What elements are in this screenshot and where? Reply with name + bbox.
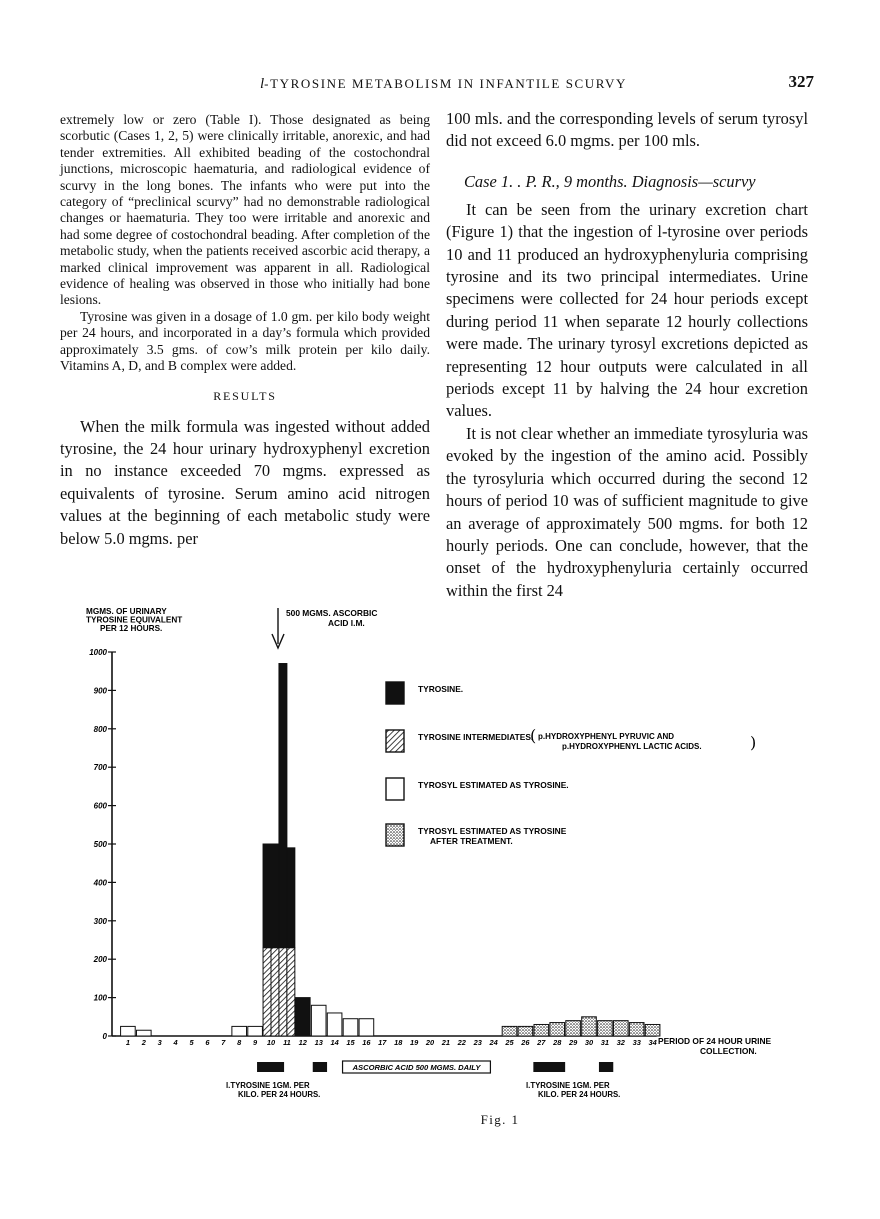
x-tick-label: 30 <box>584 1038 594 1047</box>
bar-segment-tyrosyl-after-treatment <box>550 1023 565 1036</box>
bar-segment-intermediates <box>287 948 295 1036</box>
right-para-1: 100 mls. and the corresponding levels of serum tyrosyl did not exceed 6.0 mgms. per 100 mls. <box>446 109 808 151</box>
y-tick-label: 400 <box>93 878 107 888</box>
left-column <box>60 112 430 550</box>
x-tick-label: 15 <box>346 1038 355 1047</box>
right-para-2: It can be seen from the urinary excretion chart (Figure 1) that the ingestion of l-tyrosine over periods 10 and 11 produced an hydroxyphenyluria comprising tyrosine and its two principal intermediates. Urine specimens were collected for 24 hour periods except during period 11 when separate 12 hourly collections were made. The urinary tyrosyl excretions depicted as representing 12 hour outputs were calculated in all periods except 11 by halving the 24 hour excretion values. <box>446 199 808 421</box>
y-axis-label-line: PER 12 HOURS. <box>100 624 163 633</box>
x-tick-label: 23 <box>473 1038 482 1047</box>
legend-label: AFTER TREATMENT. <box>430 836 513 846</box>
left-para-3: When the milk formula was ingested without added tyrosine, the 24 hour urinary hydroxyphenyl excretion in no instance exceeded 70 mgms. expressed as equivalents of tyrosine. Serum amino acid nitrogen values at the beginning of each metabolic study were below 5.0 mgms. per <box>60 416 430 548</box>
x-tick-label: 2 <box>141 1038 146 1047</box>
tyrosine-period-marker <box>257 1062 284 1072</box>
x-tick-label: 5 <box>189 1038 194 1047</box>
arrow-label-line: 500 MGMS. ASCORBIC <box>286 608 378 618</box>
bar-segment-tyrosyl-after-treatment <box>645 1024 660 1036</box>
legend-swatch-hatch <box>386 730 404 752</box>
bar-segment-tyrosyl-after-treatment <box>598 1021 613 1036</box>
legend-swatch-solid <box>386 682 404 704</box>
x-tick-label: 4 <box>173 1038 178 1047</box>
results-heading: RESULTS <box>213 388 277 403</box>
tyrosine-dose-label-left: l.TYROSINE 1GM. PER <box>226 1081 310 1090</box>
y-tick-label: 600 <box>93 801 107 811</box>
bar-segment-tyrosine <box>263 844 271 948</box>
y-tick-label: 0 <box>102 1032 107 1041</box>
right-column <box>446 108 808 602</box>
x-tick-label: 16 <box>362 1038 371 1047</box>
legend-swatch-empty <box>386 778 404 800</box>
running-title <box>260 76 627 93</box>
bar-segment-tyrosine <box>287 848 295 948</box>
bar-segment-tyrosyl-after-treatment <box>629 1023 644 1036</box>
y-tick-label: 800 <box>93 724 107 734</box>
bar-segment-tyrosyl-after-treatment <box>534 1024 549 1036</box>
legend-note-line: p.HYDROXYPHENYL PYRUVIC AND <box>538 732 675 741</box>
bar-segment-tyrosyl-after-treatment <box>518 1026 533 1036</box>
legend-label: TYROSINE. <box>418 684 464 694</box>
bar-segment-tyrosyl <box>359 1019 374 1036</box>
x-tick-label: 29 <box>568 1038 578 1047</box>
bar-segment-tyrosyl <box>311 1005 326 1036</box>
x-tick-label: 32 <box>616 1038 625 1047</box>
x-tick-label: 9 <box>253 1038 258 1047</box>
y-tick-label: 1000 <box>89 648 107 657</box>
urinary-excretion-chart <box>60 600 840 1110</box>
bar-segment-tyrosyl-after-treatment <box>582 1017 597 1036</box>
bar-segment-tyrosyl <box>248 1026 263 1036</box>
running-head <box>60 72 830 96</box>
x-tick-label: 22 <box>457 1038 466 1047</box>
y-tick-label: 900 <box>93 686 107 696</box>
x-tick-label: 20 <box>425 1038 435 1047</box>
bar-segment-tyrosine <box>295 998 310 1036</box>
tyrosine-period-marker <box>533 1062 565 1072</box>
x-tick-label: 3 <box>157 1038 162 1047</box>
x-tick-label: 11 <box>283 1038 291 1047</box>
chart-legend <box>386 682 756 846</box>
title-rest: -TYROSINE METABOLISM IN INFANTILE SCURVY <box>264 76 628 91</box>
case-heading: Case 1. . P. R., 9 months. Diagnosis—scurvy <box>464 171 756 191</box>
x-tick-label: 21 <box>441 1038 451 1047</box>
chart-bars <box>121 664 660 1036</box>
title-italic-l: l <box>260 76 265 92</box>
x-tick-label: 19 <box>409 1038 419 1047</box>
bar-segment-tyrosine <box>279 664 287 948</box>
bar-segment-tyrosyl-after-treatment <box>566 1021 581 1036</box>
y-tick-label: 500 <box>93 840 107 849</box>
page-number: 327 <box>788 72 814 91</box>
figure-1 <box>60 600 840 1140</box>
bar-segment-tyrosyl <box>343 1019 358 1036</box>
legend-paren-open: ( <box>530 726 537 745</box>
x-tick-label: 18 <box>394 1038 403 1047</box>
x-axis-label-line: COLLECTION. <box>700 1046 757 1056</box>
tyrosine-dose-label-right: l.TYROSINE 1GM. PER <box>526 1081 610 1090</box>
tyrosine-dose-label-right: KILO. PER 24 HOURS. <box>538 1090 621 1099</box>
x-tick-label: 31 <box>600 1038 610 1047</box>
x-tick-label: 34 <box>648 1038 657 1047</box>
x-tick-label: 8 <box>237 1038 242 1047</box>
chart-labels <box>86 607 771 1099</box>
bar-segment-intermediates <box>271 948 279 1036</box>
right-para-3: It is not clear whether an immediate tyrosyluria was evoked by the ingestion of the amino acid. Possibly the tyrosyluria which occurred during the second 12 hours of period 10 was of sufficient magnitude to give an average of approximately 500 mgms. for both 12 hourly periods. One can conclude, however, that the onset of the hydroxyphenyluria certainly occurred within the first 24 <box>446 423 808 600</box>
legend-label: TYROSYL ESTIMATED AS TYROSINE <box>418 826 567 836</box>
x-tick-label: 10 <box>266 1038 276 1047</box>
bar-segment-tyrosyl-after-treatment <box>613 1021 628 1036</box>
legend-note-line: p.HYDROXYPHENYL LACTIC ACIDS. <box>562 742 702 751</box>
x-tick-label: 14 <box>330 1038 339 1047</box>
x-tick-label: 1 <box>125 1038 130 1047</box>
ascorbic-acid-label: ASCORBIC ACID 500 MGMS. DAILY <box>352 1063 481 1072</box>
x-tick-label: 7 <box>221 1038 226 1047</box>
bar-segment-intermediates <box>263 948 271 1036</box>
tyrosine-dose-label-left: KILO. PER 24 HOURS. <box>238 1090 321 1099</box>
x-tick-label: 25 <box>505 1038 514 1047</box>
y-tick-label: 700 <box>93 763 107 773</box>
legend-swatch-dotted <box>386 824 404 846</box>
x-tick-label: 27 <box>537 1038 546 1047</box>
figure-caption: Fig. 1 <box>480 1112 520 1127</box>
left-para-2: Tyrosine was given in a dosage of 1.0 gm. per kilo body weight per 24 hours, and incorporated in a day’s formula which provided approximately 3.5 gms. of cow’s milk protein per kilo daily. Vitamins A, D, and B complex were added. <box>60 308 430 374</box>
x-tick-label: 6 <box>205 1038 210 1047</box>
y-tick-label: 200 <box>93 955 107 965</box>
x-tick-label: 26 <box>521 1038 530 1047</box>
legend-label: TYROSYL ESTIMATED AS TYROSINE. <box>418 780 569 790</box>
bar-segment-tyrosyl <box>327 1013 342 1036</box>
x-tick-label: 12 <box>298 1038 307 1047</box>
left-para-1: extremely low or zero (Table I). Those designated as being scorbutic (Cases 1, 2, 5) were clinically irritable, anorexic, and had tender extremities. All exhibited beading of the costochondral junctions, microscopic haematuria, and radiological evidence of scurvy in the long bones. The infants who were put into the category of “preclinical scurvy” had no demonstrable radiological changes or haematuria. They too were irritable and anorexic and had some degree of costochondral beading. After completion of the metabolic study, when the patients received ascorbic acid therapy, a marked clinical improvement was apparent in all. Radiological evidence of healing was observed in those who initially had bone lesions. <box>60 112 430 308</box>
x-tick-label: 28 <box>553 1038 562 1047</box>
y-tick-label: 300 <box>93 916 107 926</box>
y-axis-label-line: MGMS. OF URINARY <box>86 607 167 616</box>
bar-segment-tyrosyl <box>136 1030 151 1036</box>
legend-paren-close: ) <box>750 733 757 752</box>
bar-segment-tyrosyl-after-treatment <box>502 1026 517 1036</box>
x-tick-label: 17 <box>378 1038 387 1047</box>
chart-axes <box>89 648 657 1047</box>
bar-segment-tyrosyl <box>232 1026 247 1036</box>
y-tick-label: 100 <box>93 993 107 1003</box>
x-tick-label: 24 <box>489 1038 498 1047</box>
bar-segment-intermediates <box>279 948 287 1036</box>
tyrosine-period-marker <box>599 1062 613 1072</box>
bar-segment-tyrosine <box>271 844 279 948</box>
bar-segment-tyrosyl <box>121 1026 136 1036</box>
tyrosine-period-marker <box>313 1062 327 1072</box>
arrow-label-line: ACID I.M. <box>328 618 365 628</box>
x-axis-label-line: PERIOD OF 24 HOUR URINE <box>658 1036 772 1046</box>
legend-label: TYROSINE INTERMEDIATES. <box>418 732 534 742</box>
x-tick-label: 13 <box>314 1038 323 1047</box>
x-tick-label: 33 <box>632 1038 641 1047</box>
y-axis-label-line: TYROSINE EQUIVALENT <box>86 615 183 625</box>
